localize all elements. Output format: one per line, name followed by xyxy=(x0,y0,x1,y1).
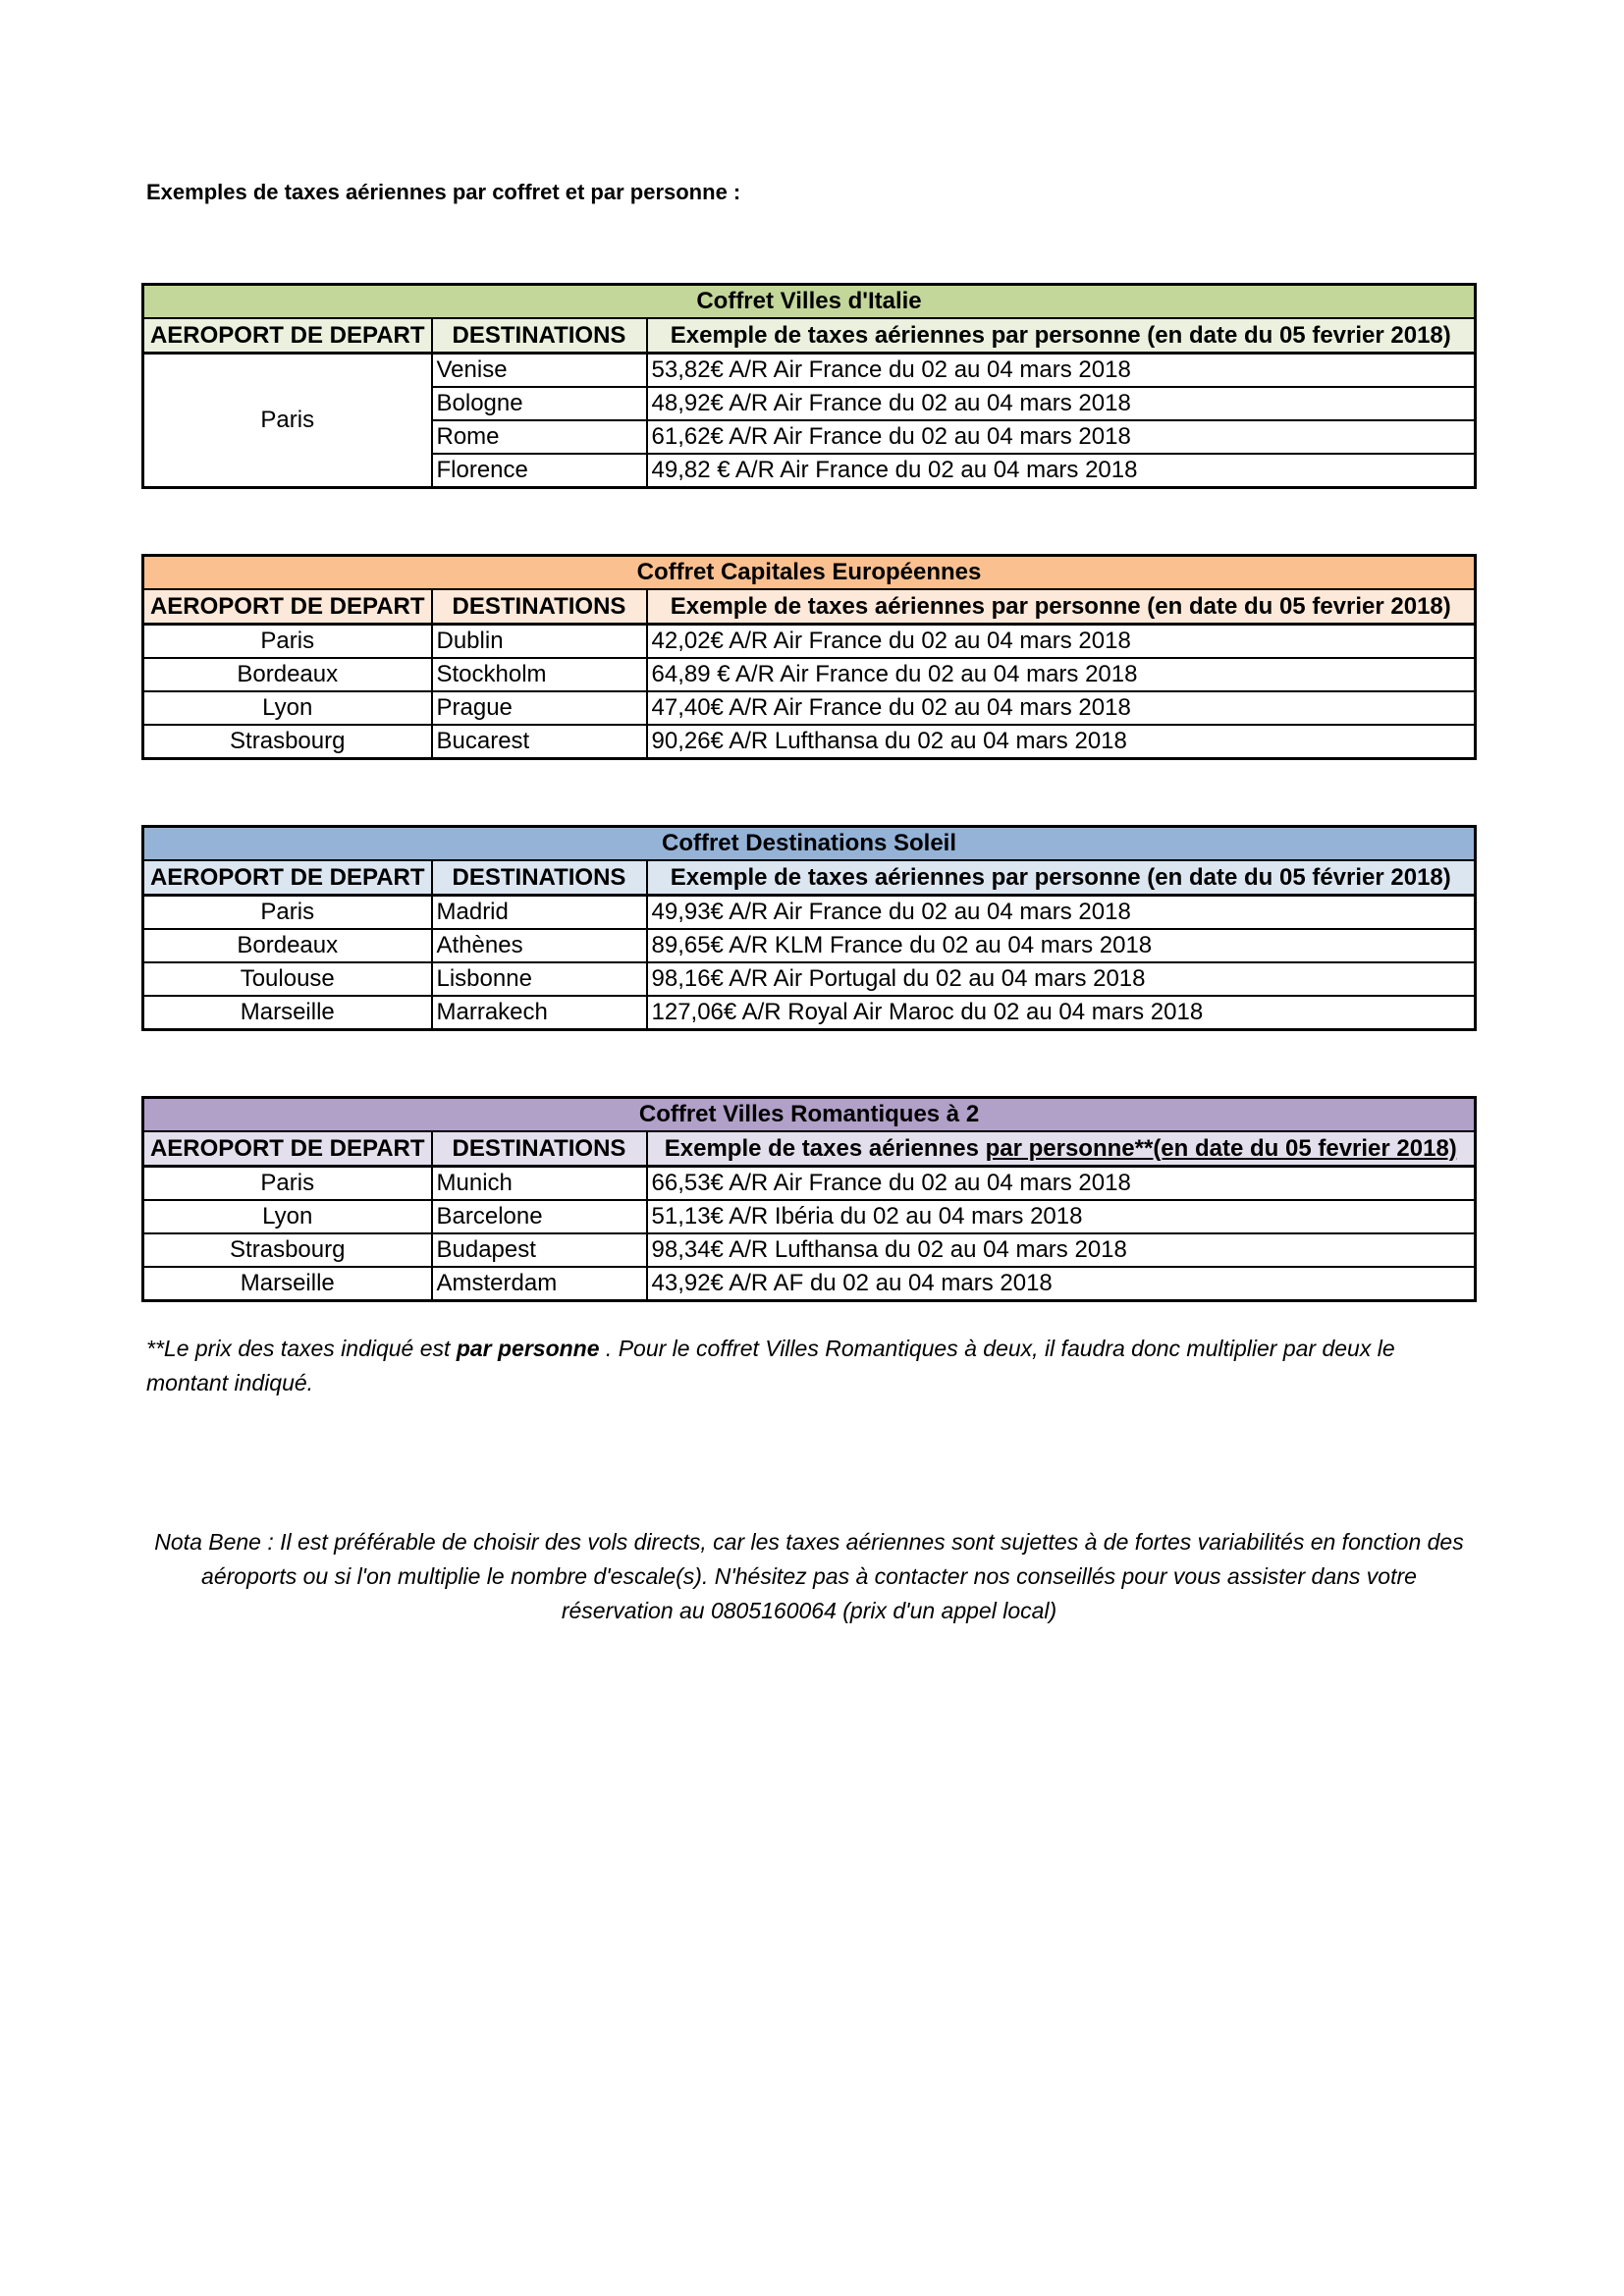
tax-cell: 66,53€ A/R Air France du 02 au 04 mars 2018 xyxy=(647,1167,1476,1201)
destination-cell: Munich xyxy=(432,1167,647,1201)
header-destinations: DESTINATIONS xyxy=(432,318,647,354)
origin-cell: Toulouse xyxy=(143,962,432,996)
destination-cell: Dublin xyxy=(432,625,647,659)
origin-cell: Paris xyxy=(143,1167,432,1201)
header-tax: Exemple de taxes aériennes par personne (en date du 05 fevrier 2018) xyxy=(647,589,1476,625)
footnote-bold: par personne xyxy=(456,1336,600,1361)
origin-cell: Lyon xyxy=(143,691,432,725)
destination-cell: Rome xyxy=(432,420,647,454)
origin-cell: Lyon xyxy=(143,1200,432,1233)
header-origin: AEROPORT DE DEPART xyxy=(143,860,432,896)
coffret-title: Coffret Capitales Européennes xyxy=(143,556,1476,590)
table-row xyxy=(143,354,1476,388)
header-tax-underlined: par personne**(en date du 05 fevrier 2018) xyxy=(985,1134,1457,1162)
destination-cell: Bologne xyxy=(432,387,647,420)
tax-cell: 61,62€ A/R Air France du 02 au 04 mars 2018 xyxy=(647,420,1476,454)
destination-cell: Florence xyxy=(432,454,647,488)
table-row xyxy=(143,896,1476,930)
destination-cell: Amsterdam xyxy=(432,1267,647,1301)
tax-cell: 127,06€ A/R Royal Air Maroc du 02 au 04 mars 2018 xyxy=(647,996,1476,1030)
tax-cell: 49,82 € A/R Air France du 02 au 04 mars 2018 xyxy=(647,454,1476,488)
origin-cell: Marseille xyxy=(143,1267,432,1301)
tax-cell: 42,02€ A/R Air France du 02 au 04 mars 2018 xyxy=(647,625,1476,659)
coffret-capitales-table xyxy=(141,554,1477,760)
coffret-title: Coffret Destinations Soleil xyxy=(143,827,1476,861)
tax-cell: 89,65€ A/R KLM France du 02 au 04 mars 2018 xyxy=(647,929,1476,962)
origin-cell: Paris xyxy=(143,354,432,488)
footnote-text-end: . Pour le coffret Villes Romantiques à deux, il faudra donc multiplier par deux le montant indiqué. xyxy=(146,1336,1395,1395)
header-origin: AEROPORT DE DEPART xyxy=(143,1131,432,1167)
table-row xyxy=(143,658,1476,691)
destination-cell: Budapest xyxy=(432,1233,647,1267)
tax-cell: 98,34€ A/R Lufthansa du 02 au 04 mars 2018 xyxy=(647,1233,1476,1267)
table-row xyxy=(143,962,1476,996)
destination-cell: Marrakech xyxy=(432,996,647,1030)
tax-cell: 43,92€ A/R AF du 02 au 04 mars 2018 xyxy=(647,1267,1476,1301)
origin-cell: Paris xyxy=(143,896,432,930)
destination-cell: Venise xyxy=(432,354,647,388)
header-destinations: DESTINATIONS xyxy=(432,860,647,896)
header-destinations: DESTINATIONS xyxy=(432,1131,647,1167)
table-row xyxy=(143,725,1476,759)
coffret-title: Coffret Villes Romantiques à 2 xyxy=(143,1098,1476,1132)
table-row xyxy=(143,1167,1476,1201)
header-tax: Exemple de taxes aériennes par personne (en date du 05 fevrier 2018) xyxy=(647,318,1476,354)
header-origin: AEROPORT DE DEPART xyxy=(143,318,432,354)
footnote-text: **Le prix des taxes indiqué est xyxy=(146,1336,457,1361)
origin-cell: Strasbourg xyxy=(143,725,432,759)
coffret-italie-table xyxy=(141,283,1477,489)
coffret-title: Coffret Villes d'Italie xyxy=(143,285,1476,319)
table-row xyxy=(143,1233,1476,1267)
table-row xyxy=(143,996,1476,1030)
destination-cell: Athènes xyxy=(432,929,647,962)
header-tax-part: Exemple de taxes aériennes xyxy=(664,1134,986,1162)
table-row xyxy=(143,929,1476,962)
header-origin: AEROPORT DE DEPART xyxy=(143,589,432,625)
origin-cell: Bordeaux xyxy=(143,929,432,962)
destination-cell: Bucarest xyxy=(432,725,647,759)
destination-cell: Lisbonne xyxy=(432,962,647,996)
tax-cell: 90,26€ A/R Lufthansa du 02 au 04 mars 2018 xyxy=(647,725,1476,759)
nota-bene: Nota Bene : Il est préférable de choisir des vols directs, car les taxes aériennes sont sujettes à de fortes variabilités en fonction des aéroports ou si l'on multiplie le nombre d'escale(s). N'hésitez pas à contacter nos conseillés pour vous assister dans votre réservation au 0805160064 (prix d'un appel local) xyxy=(154,1529,1464,1623)
header-tax: Exemple de taxes aériennes par personne (en date du 05 février 2018) xyxy=(647,860,1476,896)
coffret-romantiques-table xyxy=(141,1096,1477,1302)
destination-cell: Barcelone xyxy=(432,1200,647,1233)
tax-cell: 98,16€ A/R Air Portugal du 02 au 04 mars 2018 xyxy=(647,962,1476,996)
header-destinations: DESTINATIONS xyxy=(432,589,647,625)
coffret-soleil-table xyxy=(141,825,1477,1031)
header-tax xyxy=(647,1131,1476,1167)
tax-cell: 48,92€ A/R Air France du 02 au 04 mars 2018 xyxy=(647,387,1476,420)
tax-cell: 47,40€ A/R Air France du 02 au 04 mars 2018 xyxy=(647,691,1476,725)
tax-cell: 53,82€ A/R Air France du 02 au 04 mars 2018 xyxy=(647,354,1476,388)
table-row xyxy=(143,691,1476,725)
tax-cell: 49,93€ A/R Air France du 02 au 04 mars 2018 xyxy=(647,896,1476,930)
destination-cell: Prague xyxy=(432,691,647,725)
destination-cell: Madrid xyxy=(432,896,647,930)
table-row xyxy=(143,625,1476,659)
page-title: Exemples de taxes aériennes par coffret et par personne : xyxy=(146,180,741,204)
destination-cell: Stockholm xyxy=(432,658,647,691)
origin-cell: Marseille xyxy=(143,996,432,1030)
table-row xyxy=(143,1200,1476,1233)
origin-cell: Paris xyxy=(143,625,432,659)
origin-cell: Strasbourg xyxy=(143,1233,432,1267)
footnote xyxy=(146,1332,1472,1400)
origin-cell: Bordeaux xyxy=(143,658,432,691)
tax-cell: 64,89 € A/R Air France du 02 au 04 mars 2018 xyxy=(647,658,1476,691)
table-row xyxy=(143,1267,1476,1301)
tax-cell: 51,13€ A/R Ibéria du 02 au 04 mars 2018 xyxy=(647,1200,1476,1233)
